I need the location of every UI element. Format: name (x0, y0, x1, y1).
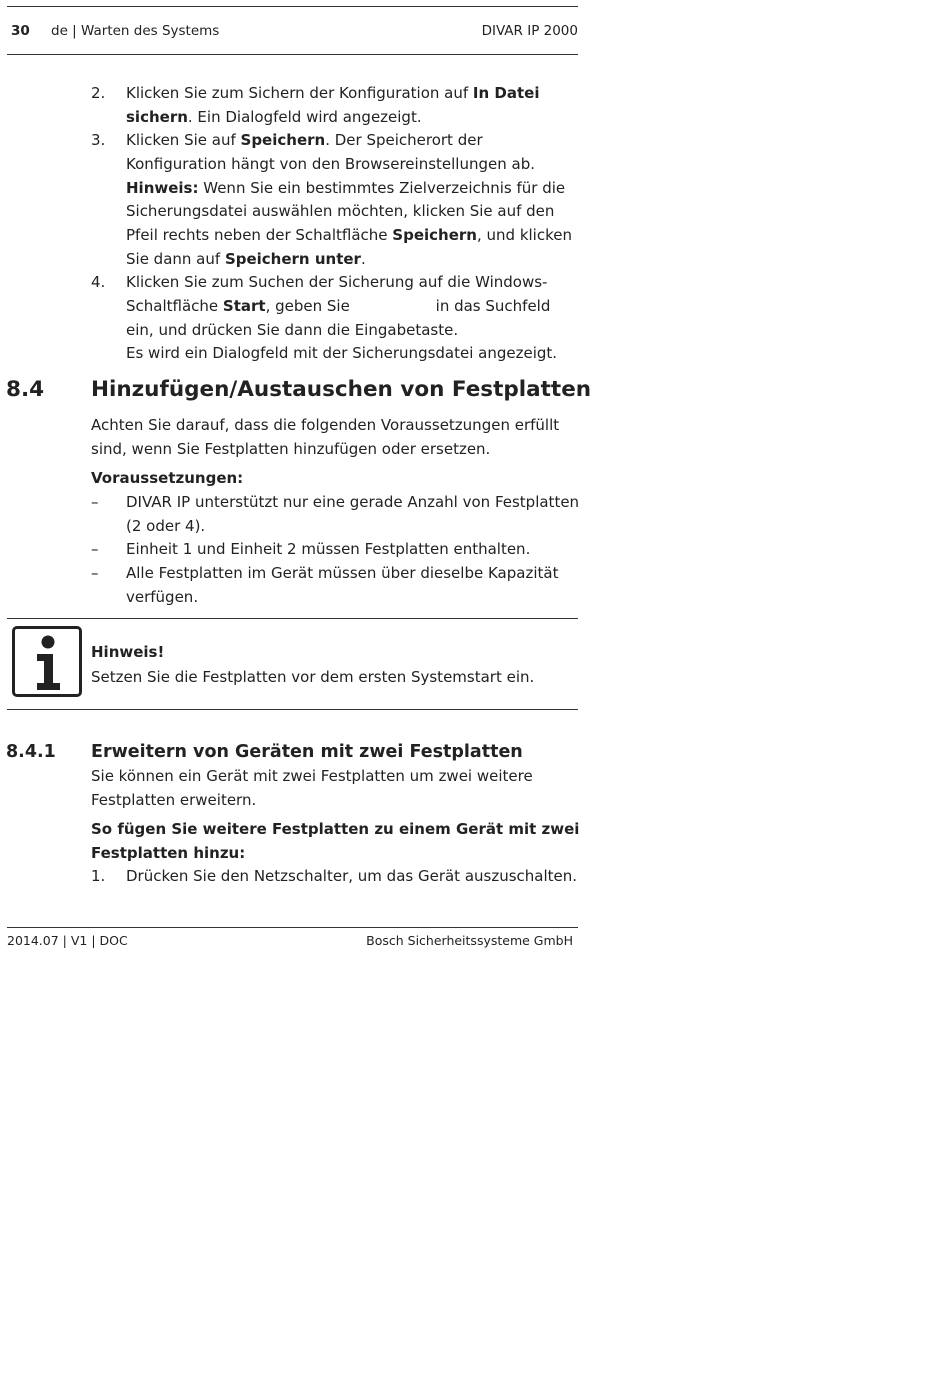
bold-term: Speichern (240, 131, 326, 149)
footer-right: Bosch Sicherheitssysteme GmbH (366, 933, 573, 948)
text-line: verfügen. (126, 587, 199, 606)
note-text: Setzen Sie die Festplatten vor dem ersten Systemstart ein. (91, 668, 535, 686)
bullet-dash: – (91, 493, 99, 511)
text-line: Hinweis: Wenn Sie ein bestimmtes Zielverzeichnis für die (126, 178, 566, 197)
step-text: Drücken Sie den Netzschalter, um das Gerät auszuschalten. (126, 867, 578, 885)
text-line: Einheit 1 und Einheit 2 müssen Festplatten enthalten. (126, 540, 531, 558)
section-intro (91, 414, 581, 462)
step-number: 3. (91, 131, 106, 149)
footer-rule (7, 927, 578, 928)
procedure-heading (91, 818, 581, 866)
note-bottom-rule (7, 709, 578, 710)
text-line: sind, wenn Sie Festplatten hinzufügen oder ersetzen. (91, 439, 491, 458)
text-line: DIVAR IP unterstützt nur eine gerade Anzahl von Festplatten (126, 493, 580, 511)
note-title: Hinweis! (91, 643, 165, 661)
subsection-title: Erweitern von Geräten mit zwei Festplatten (91, 742, 523, 762)
text-line: Klicken Sie zum Suchen der Sicherung auf die Windows- (126, 273, 548, 291)
bold-term: sichern (126, 107, 188, 126)
bullet-dash: – (91, 564, 99, 582)
subsection-intro (91, 765, 581, 813)
text-line: Festplatten hinzu: (91, 843, 246, 862)
section-number: 8.4 (6, 377, 45, 402)
section-title: Hinzufügen/Austauschen von Festplatten (91, 377, 592, 402)
step-text (126, 271, 581, 366)
text-line: Schaltfläche Start, geben Sie in das Suchfeld (126, 296, 551, 315)
header-top-rule (7, 6, 578, 7)
step-text (126, 82, 581, 130)
text-line: Klicken Sie auf Speichern. Der Speicherort der (126, 131, 483, 149)
note-top-rule (7, 618, 578, 619)
bold-term: In Datei (472, 84, 540, 102)
text-line: Sie dann auf Speichern unter. (126, 249, 366, 268)
bold-term: Speichern (392, 226, 477, 245)
text-line: Alle Festplatten im Gerät müssen über dieselbe Kapazität (126, 564, 559, 582)
step-number: 1. (91, 867, 106, 885)
text-line: So fügen Sie weitere Festplatten zu einem Gerät mit zwei (91, 820, 580, 838)
subsection-number: 8.4.1 (6, 742, 56, 762)
text-line: Pfeil rechts neben der Schaltfläche Speichern, und klicken (126, 226, 572, 245)
footer-left: 2014.07 | V1 | DOC (7, 933, 128, 948)
bullet-dash: – (91, 540, 99, 558)
header-section: de | Warten des Systems (51, 23, 220, 39)
text-line: Festplatten erweitern. (91, 790, 257, 809)
text-line: ein, und drücken Sie dann die Eingabetaste. (126, 320, 459, 339)
text-line: Es wird ein Dialogfeld mit der Sicherungsdatei angezeigt. (126, 344, 558, 363)
bold-term: Hinweis: (126, 178, 199, 197)
page-number: 30 (11, 23, 30, 39)
text-line: Achten Sie darauf, dass die folgenden Voraussetzungen erfüllt (91, 416, 560, 434)
text-line: Konfiguration hängt von den Browsereinstellungen ab. (126, 154, 535, 173)
bullet-text (126, 538, 581, 562)
step-text (126, 129, 581, 272)
bold-term: Start (222, 296, 266, 315)
text-line: Sicherungsdatei auswählen möchten, klicken Sie auf den (126, 202, 555, 221)
text-line: Sie können ein Gerät mit zwei Festplatten um zwei weitere (91, 767, 533, 785)
info-icon (12, 626, 82, 697)
prerequisites-heading: Voraussetzungen: (91, 469, 244, 487)
text-line: sichern. Ein Dialogfeld wird angezeigt. (126, 107, 422, 126)
bullet-text (126, 562, 581, 610)
step-number: 2. (91, 84, 106, 102)
bold-term: Speichern unter (224, 249, 361, 268)
header-bottom-rule (7, 54, 578, 55)
text-line: Klicken Sie zum Sichern der Konfiguration auf In Datei (126, 84, 540, 102)
header-product: DIVAR IP 2000 (481, 23, 578, 39)
step-number: 4. (91, 273, 106, 291)
text-line: (2 oder 4). (126, 516, 206, 535)
bullet-text (126, 491, 581, 539)
